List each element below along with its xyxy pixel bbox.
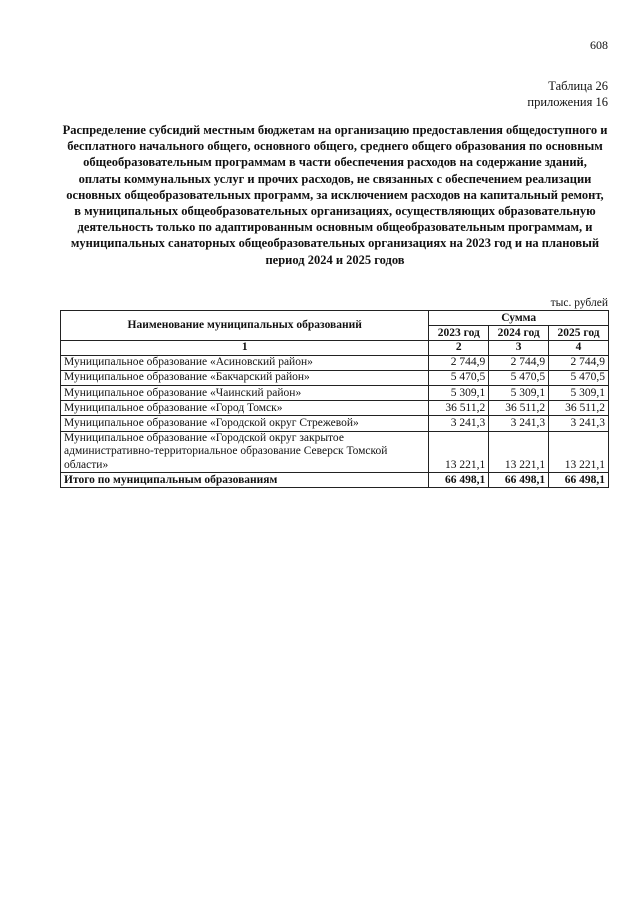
table-row bbox=[61, 431, 609, 473]
units-label: тыс. рублей bbox=[550, 297, 608, 309]
amount-cell: 5 470,5 bbox=[429, 370, 489, 385]
column-index: 4 bbox=[549, 341, 609, 355]
header-name: Наименование муниципальных образований bbox=[61, 311, 429, 341]
total-row bbox=[61, 473, 609, 488]
header-year: 2025 год bbox=[549, 326, 609, 341]
header-year: 2023 год bbox=[429, 326, 489, 341]
subsidy-table bbox=[60, 310, 609, 488]
column-index: 2 bbox=[429, 341, 489, 355]
total-label: Итого по муниципальным образованиям bbox=[61, 473, 429, 488]
table-row bbox=[61, 386, 609, 401]
header-sum: Сумма bbox=[429, 311, 609, 326]
amount-cell: 13 221,1 bbox=[429, 431, 489, 473]
amount-cell: 5 470,5 bbox=[489, 370, 549, 385]
amount-cell: 5 309,1 bbox=[549, 386, 609, 401]
amount-cell: 2 744,9 bbox=[429, 355, 489, 370]
table-ref-line2: приложения 16 bbox=[527, 95, 608, 109]
amount-cell: 36 511,2 bbox=[549, 401, 609, 416]
column-index: 3 bbox=[489, 341, 549, 355]
table-row bbox=[61, 370, 609, 385]
total-amount: 66 498,1 bbox=[489, 473, 549, 488]
municipality-name: Муниципальное образование «Городской округ Стрежевой» bbox=[61, 416, 429, 431]
municipality-name: Муниципальное образование «Город Томск» bbox=[61, 401, 429, 416]
table-ref-line1: Таблица 26 bbox=[548, 79, 608, 93]
amount-cell: 5 470,5 bbox=[549, 370, 609, 385]
total-amount: 66 498,1 bbox=[429, 473, 489, 488]
column-index-row bbox=[61, 341, 609, 355]
municipality-name: Муниципальное образование «Бакчарский район» bbox=[61, 370, 429, 385]
amount-cell: 2 744,9 bbox=[549, 355, 609, 370]
header-row bbox=[61, 311, 609, 326]
table-row bbox=[61, 355, 609, 370]
amount-cell: 3 241,3 bbox=[429, 416, 489, 431]
table-row bbox=[61, 401, 609, 416]
municipality-name: Муниципальное образование «Городской округ закрытое административно-территориальное образование Северск Томской области» bbox=[61, 431, 429, 473]
amount-cell: 36 511,2 bbox=[429, 401, 489, 416]
amount-cell: 2 744,9 bbox=[489, 355, 549, 370]
document-title: Распределение субсидий местным бюджетам на организацию предоставления общедоступного и бесплатного начального общего, основного общего, среднего общего образования по основным общеобразовательным программам в части обеспечения расходов на содержание зданий, оплаты коммунальных услуг и прочих расходов, не связанных с обеспечением реализации основных общеобразовательных программ, за исключением расходов на капитальный ремонт, в муниципальных общеобразовательных организациях, осуществляющих образовательную деятельность только по адаптированным основным общеобразовательным программам, и муниципальных санаторных общеобразовательных организациях на 2023 год и на плановый период 2024 и 2025 годов bbox=[62, 123, 608, 267]
amount-cell: 13 221,1 bbox=[489, 431, 549, 473]
header-year: 2024 год bbox=[489, 326, 549, 341]
amount-cell: 3 241,3 bbox=[489, 416, 549, 431]
total-amount: 66 498,1 bbox=[549, 473, 609, 488]
amount-cell: 5 309,1 bbox=[429, 386, 489, 401]
amount-cell: 36 511,2 bbox=[489, 401, 549, 416]
municipality-name: Муниципальное образование «Асиновский район» bbox=[61, 355, 429, 370]
amount-cell: 3 241,3 bbox=[549, 416, 609, 431]
table-reference bbox=[527, 78, 608, 110]
amount-cell: 5 309,1 bbox=[489, 386, 549, 401]
column-index: 1 bbox=[61, 341, 429, 355]
page-number: 608 bbox=[590, 38, 608, 52]
municipality-name: Муниципальное образование «Чаинский район» bbox=[61, 386, 429, 401]
amount-cell: 13 221,1 bbox=[549, 431, 609, 473]
table-row bbox=[61, 416, 609, 431]
